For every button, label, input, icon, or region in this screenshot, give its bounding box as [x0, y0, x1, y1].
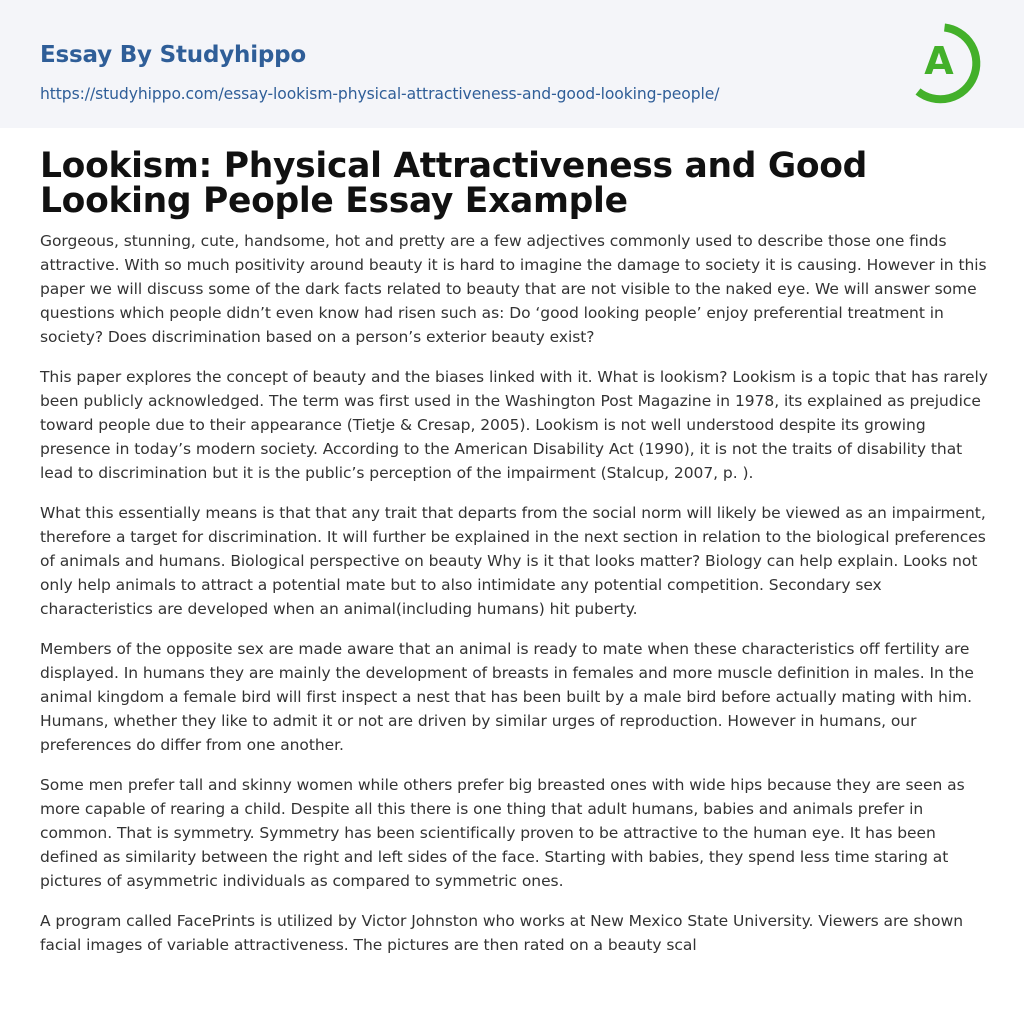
essay-paragraph: Members of the opposite sex are made aware that an animal is ready to mate when these characteristics off fertility are displayed. In humans they are mainly the development of breasts in females and more muscle definition in males. In the animal kingdom a female bird will first inspect a nest that has been built by a male bird before actually mating with him. Humans, whether they like to admit it or not are driven by similar urges of reproduction. However in humans, our preferences do differ from one another. — [40, 640, 974, 754]
site-brand[interactable]: Essay By Studyhippo — [40, 42, 307, 68]
essay-title: Lookism: Physical Attractiveness and Good Looking People Essay Example — [40, 146, 868, 221]
logo-letter: A — [924, 39, 954, 83]
source-url-link[interactable]: https://studyhippo.com/essay-lookism-physical-attractiveness-and-good-looking-people/ — [40, 85, 720, 103]
essay-paragraph: Some men prefer tall and skinny women while others prefer big breasted ones with wide hips because they are seen as more capable of rearing a child. Despite all this there is one thing that adult humans, babies and animals prefer in common. That is symmetry. Symmetry has been scientifically proven to be attractive to the human eye. It has been defined as similarity between the right and left sides of the face. Starting with babies, they spend less time staring at pictures of asymmetric individuals as compared to symmetric ones. — [40, 776, 965, 890]
essay-paragraph: This paper explores the concept of beauty and the biases linked with it. What is lookism? Lookism is a topic that has rarely been publicly acknowledged. The term was first used in the Washington Post Magazine in 1978, its explained as prejudice toward people due to their appearance (Tietje & Cresap, 2005). Lookism is not well understood despite its growing presence in today’s modern society. According to the American Disability Act (1990), it is not the traits of disability that lead to discrimination but it is the public’s perception of the impairment (Stalcup, 2007, p. ). — [40, 368, 988, 482]
essay-body — [40, 229, 990, 973]
studyhippo-logo-icon[interactable] — [912, 18, 988, 108]
essay-paragraph: What this essentially means is that that any trait that departs from the social norm will likely be viewed as an impairment, therefore a target for discrimination. It will further be explained in the next section in relation to the biological preferences of animals and humans. Biological perspective on beauty Why is it that looks matter? Biology can help explain. Looks not only help animals to attract a potential mate but to also intimidate any potential competition. Secondary sex characteristics are developed when an animal(including humans) hit puberty. — [40, 504, 986, 618]
site-header — [0, 0, 1024, 128]
essay-paragraph: Gorgeous, stunning, cute, handsome, hot and pretty are a few adjectives commonly used to describe those one finds attractive. With so much positivity around beauty it is hard to imagine the damage to society it is causing. However in this paper we will discuss some of the dark facts related to beauty that are not visible to the naked eye. We will answer some questions which people didn’t even know had risen such as: Do ‘good looking people’ enjoy preferential treatment in society? Does discrimination based on a person’s exterior beauty exist? — [40, 232, 987, 346]
essay-paragraph: A program called FacePrints is utilized by Victor Johnston who works at New Mexico State University. Viewers are shown facial images of variable attractiveness. The pictures are then rated on a beauty scal — [40, 912, 963, 954]
